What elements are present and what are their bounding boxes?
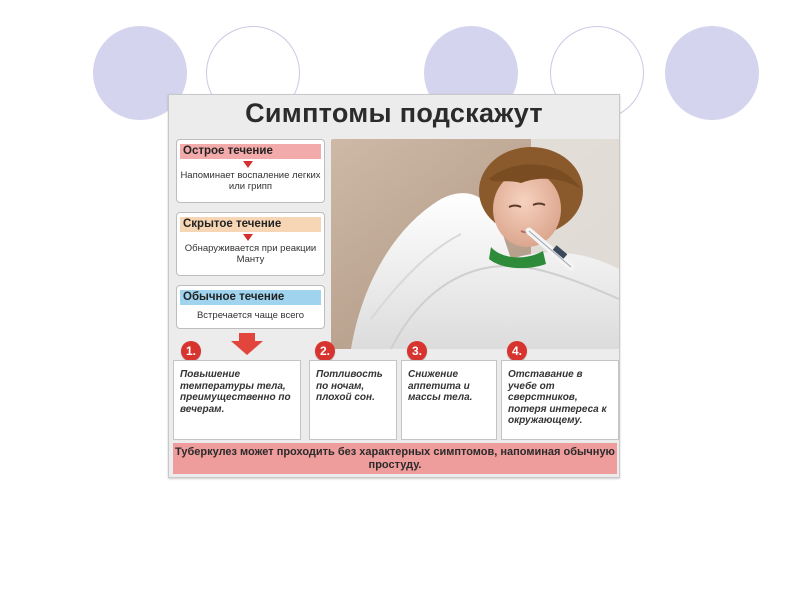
symptom-number: 1. — [181, 341, 201, 361]
symptoms-infographic — [168, 94, 620, 478]
course-usual — [176, 285, 325, 329]
course-text: Напоминает воспаление легких или грипп — [180, 170, 321, 192]
course-latent — [176, 212, 325, 276]
symptom-card — [173, 360, 301, 440]
symptom-text: Отставание в учебе от сверстников, потеря интереса к окружающему. — [508, 369, 607, 426]
decor-circle-5 — [665, 26, 759, 120]
symptom-card — [309, 360, 397, 440]
sick-child-illustration — [331, 139, 619, 349]
symptom-text: Снижение аппетита и массы тела. — [408, 369, 473, 403]
symptom-number: 4. — [507, 341, 527, 361]
symptom-number: 2. — [315, 341, 335, 361]
symptom-card — [401, 360, 497, 440]
arrow-down-icon — [243, 234, 253, 241]
course-acute — [176, 139, 325, 203]
arrow-down-icon — [243, 161, 253, 168]
course-text: Обнаруживается при реакции Манту — [184, 243, 317, 265]
big-arrow-down-icon — [231, 333, 263, 355]
symptom-text: Повышение температуры тела, преимущественно по вечерам. — [180, 369, 291, 415]
course-text: Встречается чаще всего — [196, 310, 305, 321]
symptom-text: Потливость по ночам, плохой сон. — [316, 369, 383, 403]
page-title: Симптомы подскажут — [245, 98, 543, 128]
bottom-note: Туберкулез может проходить без характерных симптомов, напоминая обычную простуду. — [173, 443, 617, 474]
sick-child-photo — [331, 139, 619, 349]
symptom-number: 3. — [407, 341, 427, 361]
course-header: Скрытое течение — [180, 217, 321, 232]
course-header: Острое течение — [180, 144, 321, 159]
course-header: Обычное течение — [180, 290, 321, 305]
symptom-card — [501, 360, 619, 440]
